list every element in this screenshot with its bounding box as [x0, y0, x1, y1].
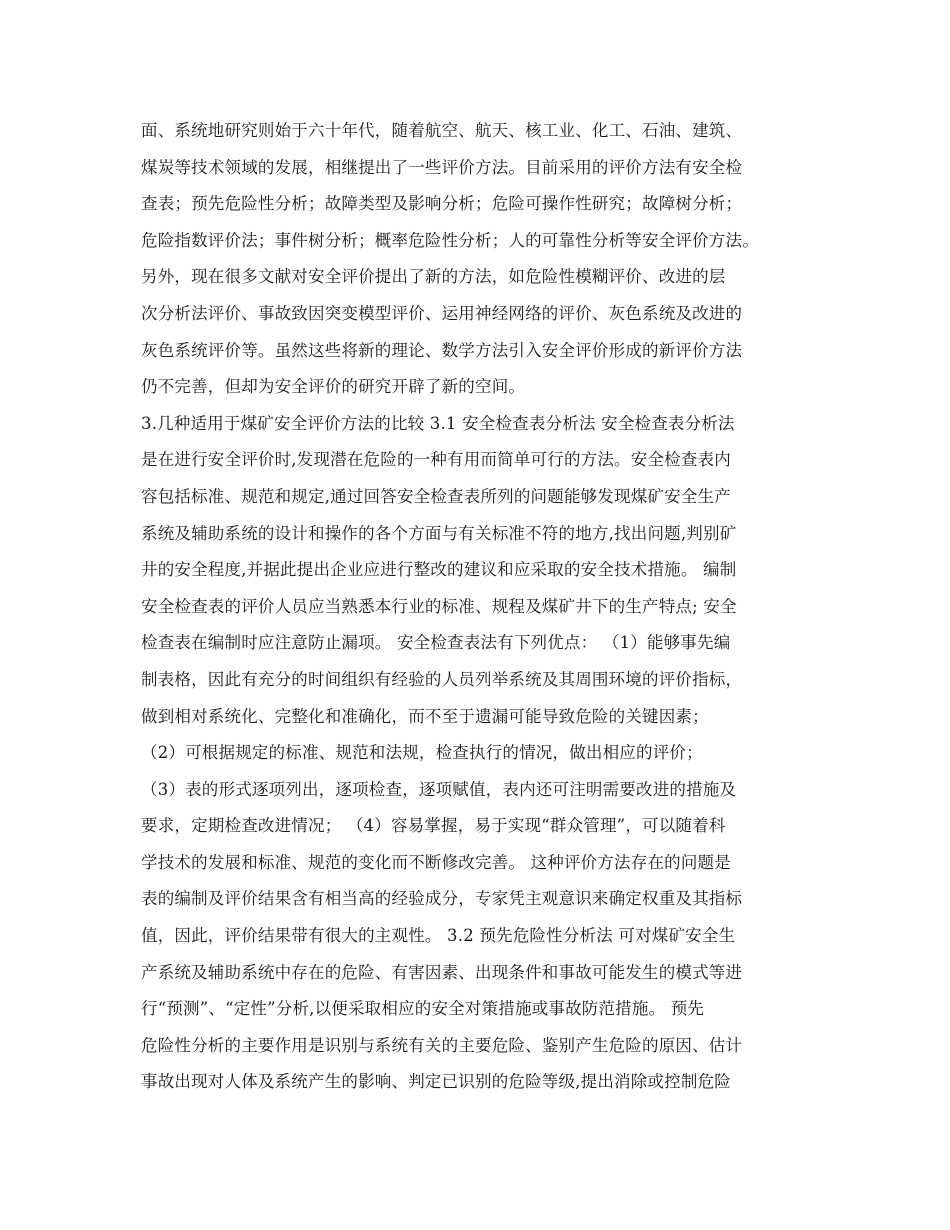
text-line: 做到相对系统化、完整化和准确化，而不至于遗漏可能导致危险的关键因素；: [141, 706, 709, 726]
text-line: 制表格，因此有充分的时间组织有经验的人员列举系统及其周围环境的评价指标，: [141, 669, 743, 689]
text-line: 灰色系统评价等。虽然这些将新的理论、数学方法引入安全评价形成的新评价方法: [141, 340, 743, 360]
text-line: 次分析法评价、事故致因突变模型评价、运用神经网络的评价、灰色系统及改进的: [141, 303, 743, 323]
text-line: （3）表的形式逐项列出，逐项检查，逐项赋值，表内还可注明需要改进的措施及: [141, 779, 737, 799]
text-line: 另外，现在很多文献对安全评价提出了新的方法，如危险性模糊评价、改进的层: [141, 267, 726, 287]
text-line: 事故出现对人体及系统产生的影响、判定已识别的危险等级,提出消除或控制危险: [141, 1072, 731, 1092]
text-line: 产系统及辅助系统中存在的危险、有害因素、出现条件和事故可能发生的模式等进: [141, 962, 743, 982]
text-line: 值，因此，评价结果带有很大的主观性。 3.2 预先危险性分析法 可对煤矿安全生: [141, 926, 736, 946]
text-line: 危险性分析的主要作用是识别与系统有关的主要危险、鉴别产生危险的原因、估计: [141, 1035, 743, 1055]
text-line: 要求，定期检查改进情况； （4）容易掌握，易于实现“群众管理”，可以随着科: [141, 816, 726, 836]
text-line: 面、系统地研究则始于六十年代，随着航空、航天、核工业、化工、石油、建筑、: [141, 121, 743, 140]
text-line: 井的安全程度,并据此提出企业应进行整改的建议和应采取的安全技术措施。 编制: [141, 560, 737, 580]
text-line: 3.几种适用于煤矿安全评价方法的比较 3.1 安全检查表分析法 安全检查表分析法: [141, 413, 735, 433]
text-line: 煤炭等技术领域的发展，相继提出了一些评价方法。目前采用的评价方法有安全检: [141, 157, 743, 177]
text-line: （2）可根据规定的标准、规范和法规，检查执行的情况，做出相应的评价；: [141, 743, 703, 763]
text-line: 安全检查表的评价人员应当熟悉本行业的标准、规程及煤矿井下的生产特点; 安全: [141, 596, 737, 616]
body-text: [141, 113, 831, 1101]
text-line: 查表；预先危险性分析；故障类型及影响分析；危险可操作性研究；故障树分析；: [141, 194, 743, 214]
text-line: 表的编制及评价结果含有相当高的经验成分，专家凭主观意识来确定权重及其指标: [141, 889, 743, 909]
text-line: 危险指数评价法；事件树分析；概率危险性分析；人的可靠性分析等安全评价方法。: [141, 230, 759, 250]
text-line: 容包括标准、规范和规定,通过回答安全检查表所列的问题能够发现煤矿安全生产: [141, 486, 731, 506]
text-line: 系统及辅助系统的设计和操作的各个方面与有关标准不符的地方,找出问题,判别矿: [141, 523, 737, 543]
text-line: 行“预测”、“定性”分析,以便采取相应的安全对策措施或事故防范措施。 预先: [141, 999, 705, 1019]
text-line: 是在进行安全评价时,发现潜在危险的一种有用而简单可行的方法。安全检查表内: [141, 450, 731, 470]
text-line: 仍不完善，但却为安全评价的研究开辟了新的空间。: [141, 377, 526, 397]
text-line: 检查表在编制时应注意防止漏项。 安全检查表法有下列优点： （1）能够事先编: [141, 633, 731, 653]
text-line: 学技术的发展和标准、规范的变化而不断修改完善。 这种评价方法存在的问题是: [141, 852, 731, 872]
